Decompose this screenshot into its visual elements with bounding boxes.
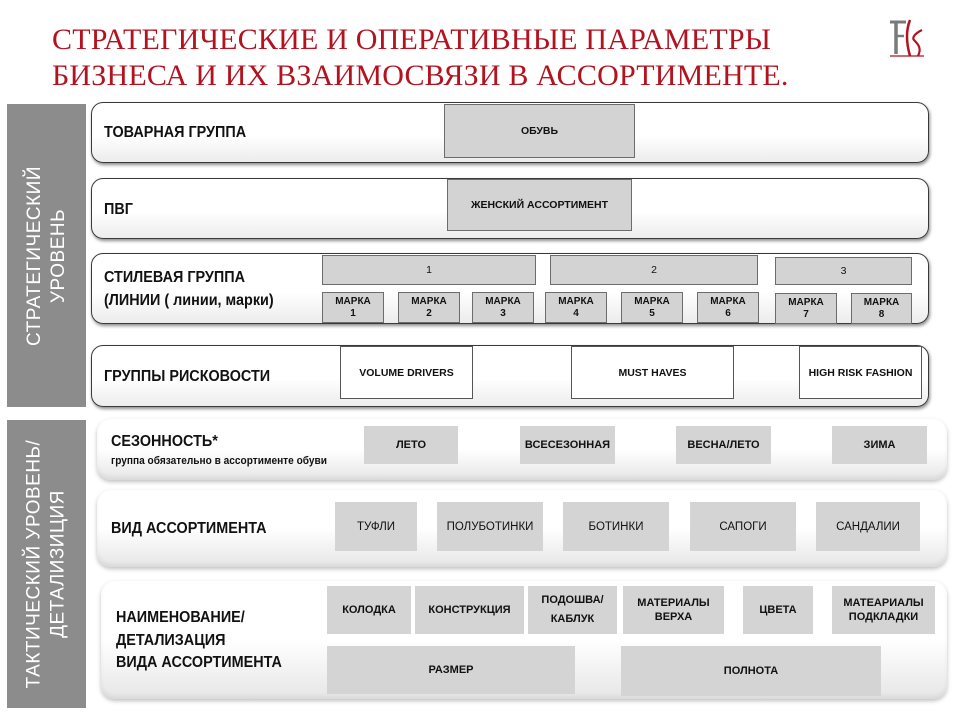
title-line-1: СТРАТЕГИЧЕСКИЕ И ОПЕРАТИВНЫЕ ПАРАМЕТРЫ <box>52 23 772 56</box>
seasonality-label: СЕЗОННОСТЬ* <box>111 433 218 450</box>
size-box: РАЗМЕР <box>327 646 575 694</box>
detail-box: МАТЕРИАЛЫ ВЕРХА <box>623 586 724 634</box>
brand-box: МАРКА 7 <box>775 293 837 324</box>
season-box: ЛЕТО <box>364 426 458 464</box>
style-line-box: 2 <box>550 255 758 285</box>
season-box: ВЕСНА/ЛЕТО <box>676 426 771 464</box>
detail-box: ПОДОШВА/ КАБЛУК <box>528 586 617 634</box>
naming-label-line-3: ВИДА АССОРТИМЕНТА <box>116 654 282 671</box>
strategic-level-label: СТРАТЕГИЧЕСКИЙ УРОВЕНЬ <box>23 165 69 346</box>
tactical-level-panel <box>7 420 86 708</box>
slide-title <box>52 22 789 94</box>
pvg-label: ПВГ <box>104 201 133 218</box>
brand-box: МАРКА 8 <box>851 293 912 324</box>
assortment-type-box: ТУФЛИ <box>335 502 417 551</box>
assortment-type-box: САПОГИ <box>690 502 796 551</box>
detail-box: МАТЕАРИАЛЫ ПОДКЛАДКИ <box>832 586 935 634</box>
fk-logo-icon <box>884 16 930 60</box>
assortment-type-label: ВИД АССОРТИМЕНТА <box>111 520 267 537</box>
brand-box: МАРКА 1 <box>322 292 384 323</box>
style-group-label-line-1: СТИЛЕВАЯ ГРУППА <box>104 269 245 286</box>
brand-box: МАРКА 3 <box>472 292 534 323</box>
style-line-box: 3 <box>775 257 912 285</box>
style-line-box: 1 <box>322 255 536 285</box>
style-group-label-line-2: (ЛИНИИ ( линии, марки) <box>104 292 274 309</box>
risk-group-box: MUST HAVES <box>571 346 734 399</box>
pvg-box: ЖЕНСКИЙ АССОРТИМЕНТ <box>447 179 632 231</box>
strategic-level-panel <box>7 104 86 407</box>
risk-group-box: HIGH RISK FASHION <box>799 346 922 399</box>
product-group-box: ОБУВЬ <box>444 104 635 158</box>
fullness-box: ПОЛНОТА <box>621 646 881 696</box>
brand-box: МАРКА 6 <box>697 292 759 323</box>
tactical-level-label: ТАКТИЧЕСКИЙ УРОВЕНЬ/ ДЕТАЛИЗИЦИЯ <box>23 439 69 689</box>
naming-label-line-1: НАИМЕНОВАНИЕ/ <box>116 609 245 626</box>
detail-box: КОЛОДКА <box>327 586 411 634</box>
season-box: ЗИМА <box>832 426 927 464</box>
product-group-label: ТОВАРНАЯ ГРУППА <box>104 124 247 141</box>
assortment-type-box: ПОЛУБОТИНКИ <box>437 502 543 551</box>
detail-box: КОНСТРУКЦИЯ <box>415 586 524 634</box>
naming-label-line-2: ДЕТАЛИЗАЦИЯ <box>116 632 226 649</box>
assortment-type-box: САНДАЛИИ <box>816 502 920 551</box>
brand-box: МАРКА 4 <box>545 292 607 323</box>
brand-box: МАРКА 2 <box>398 292 460 323</box>
risk-group-box: VOLUME DRIVERS <box>340 346 473 399</box>
brand-box: МАРКА 5 <box>621 292 683 323</box>
assortment-type-box: БОТИНКИ <box>563 502 669 551</box>
detail-box: ЦВЕТА <box>743 586 813 634</box>
season-box: ВСЕСЕЗОННАЯ <box>520 426 615 464</box>
seasonality-note: группа обязательно в ассортименте обуви <box>111 455 327 467</box>
title-line-2: БИЗНЕСА И ИХ ВЗАИМОСВЯЗИ В АССОРТИМЕНТЕ. <box>52 59 789 92</box>
risk-groups-label: ГРУППЫ РИСКОВОСТИ <box>104 368 271 385</box>
